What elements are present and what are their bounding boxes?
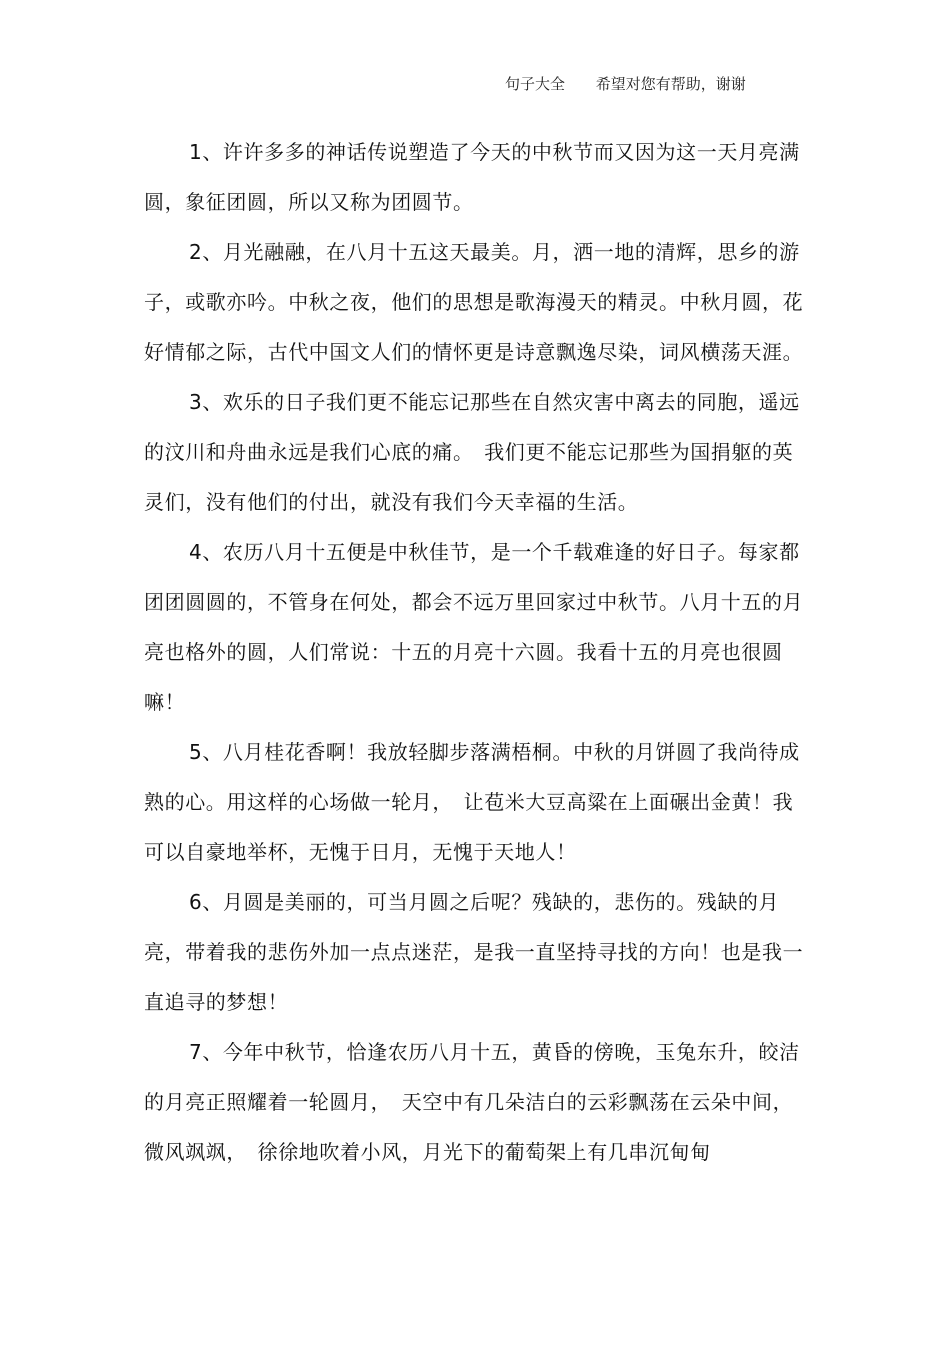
paragraph-6: 6、月圆是美丽的，可当月圆之后呢？残缺的，悲伤的。残缺的月亮，带着我的悲伤外加一点点迷茫，是我一直坚持寻找的方向！也是我一直追寻的梦想！ [144, 890, 804, 1014]
paragraph-3: 3、欢乐的日子我们更不能忘记那些在自然灾害中离去的同胞，遥远的汶川和舟曲永远是我们心底的痛。 我们更不能忘记那些为国捐躯的英灵们，没有他们的付出，就没有我们今天幸福的生活。 [144, 390, 800, 514]
site-name: 句子大全 [505, 75, 566, 93]
paragraph-1: 1、许许多多的神话传说塑造了今天的中秋节而又因为这一天月亮满圆，象征团圆，所以又称为团圆节。 [144, 140, 800, 214]
header-tagline: 希望对您有帮助，谢谢 [595, 75, 746, 93]
article-body [144, 127, 804, 1177]
paragraph-4: 4、农历八月十五便是中秋佳节，是一个千载难逢的好日子。每家都团团圆圆的，不管身在何处，都会不远万里回家过中秋节。八月十五的月亮也格外的圆，人们常说：十五的月亮十六圆。我看十五的月亮也很圆嘛！ [144, 540, 804, 714]
page-header [505, 73, 825, 94]
paragraph-2: 2、月光融融，在八月十五这天最美。月，洒一地的清辉，思乡的游子，或歌亦吟。中秋之夜，他们的思想是歌海漫天的精灵。中秋月圆，花好情郁之际，古代中国文人们的情怀更是诗意飘逸尽染，词风横荡天涯。 [144, 240, 804, 364]
paragraph-5: 5、八月桂花香啊！我放轻脚步落满梧桐。中秋的月饼圆了我尚待成熟的心。用这样的心场做一轮月， 让苞米大豆高粱在上面碾出金黄！我可以自豪地举杯，无愧于日月，无愧于天地人！ [144, 740, 800, 864]
paragraph-7: 7、今年中秋节，恰逢农历八月十五，黄昏的傍晚，玉兔东升，皎洁的月亮正照耀着一轮圆月， 天空中有几朵洁白的云彩飘荡在云朵中间，微风飒飒， 徐徐地吹着小风，月光下的葡萄架上有几串沉甸甸 [144, 1040, 800, 1164]
